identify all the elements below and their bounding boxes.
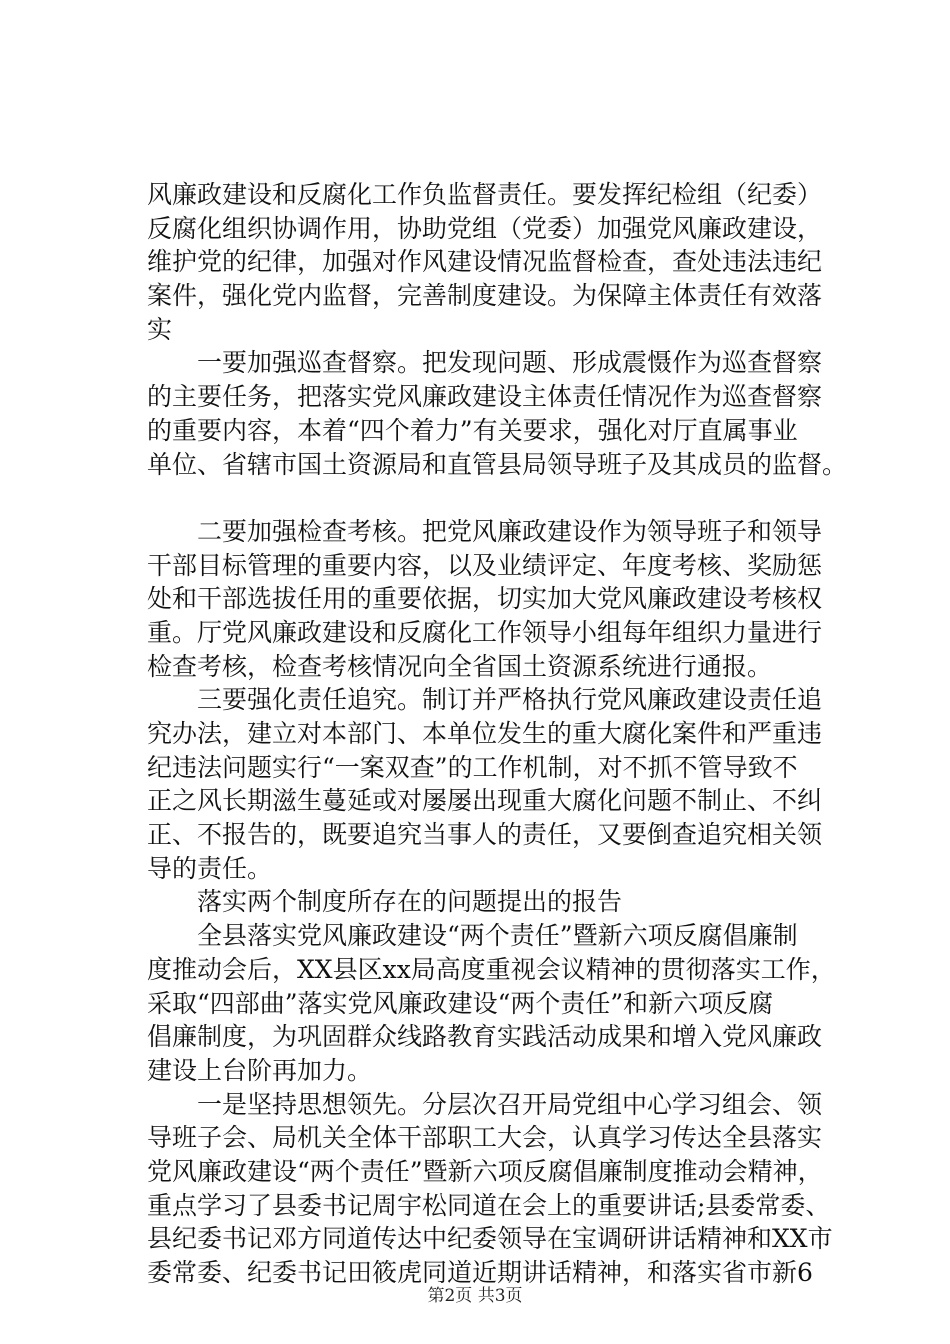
text-line: 实 <box>147 314 173 344</box>
text-line: 正之风长期滋生蔓延或对屡屡出现重大腐化问题不制止、不纠 <box>147 786 823 816</box>
paragraph-start-line: 一是坚持思想领先。分层次召开局党组中心学习组会、领 <box>197 1089 823 1119</box>
paragraph-start-line: 三要强化责任追究。制订并严格执行党风廉政建设责任追 <box>197 685 823 715</box>
document-body <box>147 178 847 1290</box>
text-line: 的重要内容，本着“四个着力”有关要求，强化对厅直属事业 <box>147 415 798 445</box>
text-line: 度推动会后，XX县区xx局高度重视会议精神的贯彻落实工作， <box>147 954 836 984</box>
text-line: 反腐化组织协调作用，协助党组（党委）加强党风廉政建设， <box>147 213 823 243</box>
text-line: 采取“四部曲”落实党风廉政建设“两个责任”和新六项反腐 <box>147 988 774 1018</box>
text-line: 维护党的纪律，加强对作风建设情况监督检查，查处违法违纪 <box>147 247 823 277</box>
text-line: 案件，强化党内监督，完善制度建设。为保障主体责任有效落 <box>147 281 823 311</box>
text-line: 纪违法问题实行“一案双查”的工作机制，对不抓不管导致不 <box>147 752 798 782</box>
text-line: 究办法，建立对本部门、本单位发生的重大腐化案件和严重违 <box>147 719 823 748</box>
text-line: 检查考核，检查考核情况向全省国土资源系统进行通报。 <box>147 651 773 681</box>
text-line: 重点学习了县委书记周宇松同道在会上的重要讲话;县委常委、 <box>147 1190 831 1220</box>
text-line: 风廉政建设和反腐化工作负监督责任。要发挥纪检组（纪委） <box>147 180 823 209</box>
section-heading: 落实两个制度所存在的问题提出的报告 <box>197 887 623 917</box>
text-line: 正、不报告的，既要追究当事人的责任，又要倒查追究相关领 <box>147 820 823 850</box>
text-line: 处和干部选拔任用的重要依据，切实加大党风廉政建设考核权 <box>147 584 823 614</box>
text-line: 倡廉制度，为巩固群众线路教育实践活动成果和增入党风廉政 <box>147 1022 823 1052</box>
text-line: 建设上台阶再加力。 <box>147 1055 373 1085</box>
text-line: 导的责任。 <box>147 853 273 883</box>
paragraph-start-line: 一要加强巡查督察。把发现问题、形成震慑作为巡查督察 <box>197 348 823 378</box>
page-number-footer: 第2页 共3页 <box>427 1286 523 1306</box>
text-line: 单位、省辖市国土资源局和直管县局领导班子及其成员的监督。 <box>147 449 847 479</box>
text-line: 县纪委书记邓方同道传达中纪委领导在宝调研讲话精神和XX市 <box>147 1224 833 1254</box>
paragraph-start-line: 全县落实党风廉政建设“两个责任”暨新六项反腐倡廉制 <box>197 921 798 951</box>
paragraph-start-line: 二要加强检查考核。把党风廉政建设作为领导班子和领导 <box>197 516 823 546</box>
text-line: 委常委、纪委书记田筱虎同道近期讲话精神，和落实省市新6 <box>147 1258 813 1287</box>
text-line: 导班子会、局机关全体干部职工大会，认真学习传达全县落实 <box>147 1123 823 1153</box>
text-line: 的主要任务，把落实党风廉政建设主体责任情况作为巡查督察 <box>147 382 823 412</box>
text-line: 重。厅党风廉政建设和反腐化工作领导小组每年组织力量进行 <box>147 617 823 647</box>
text-line: 党风廉政建设“两个责任”暨新六项反腐倡廉制度推动会精神， <box>147 1156 823 1186</box>
paragraph-gap <box>147 481 847 515</box>
text-line: 干部目标管理的重要内容，以及业绩评定、年度考核、奖励惩 <box>147 550 823 580</box>
